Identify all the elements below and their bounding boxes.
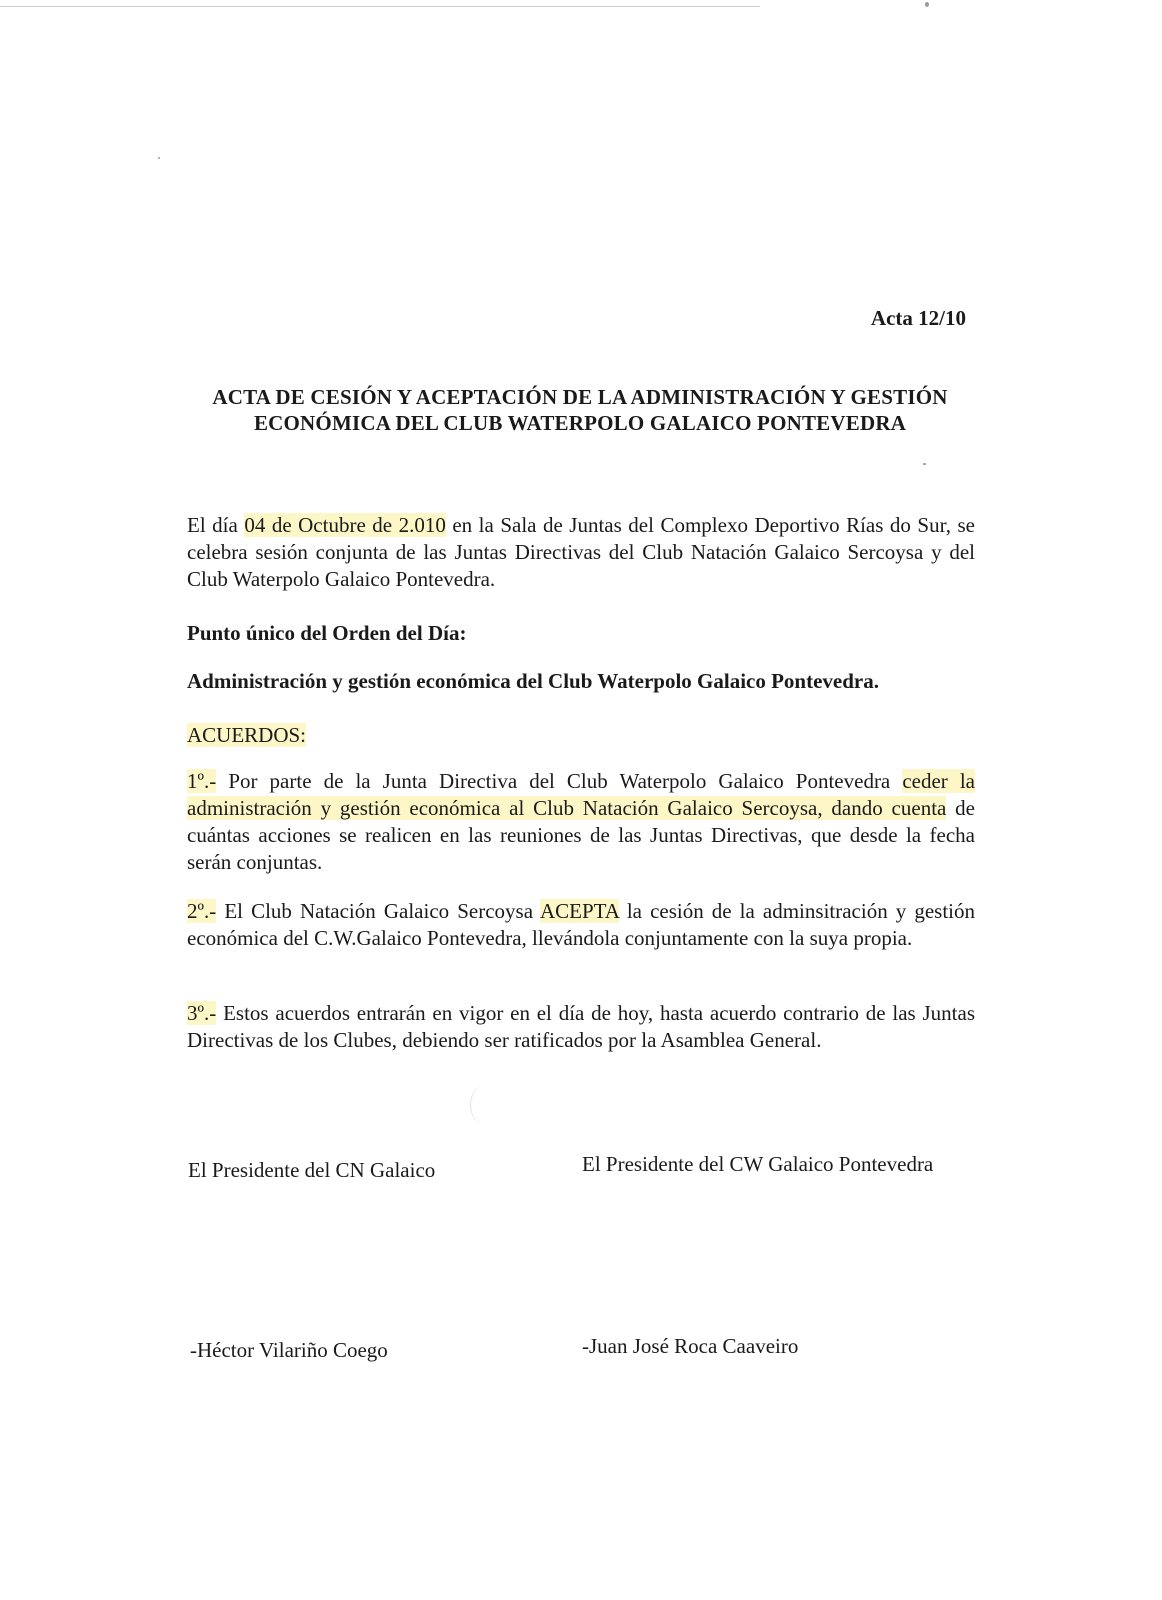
scan-speck [925, 2, 929, 7]
title-line-2: ECONÓMICA DEL CLUB WATERPOLO GALAICO PONTEVEDRA [253, 411, 907, 435]
signature-left-name: -Héctor Vilariño Coego [190, 1338, 388, 1362]
signature-left-role: El Presidente del CN Galaico [188, 1158, 436, 1182]
agreement-number: 3º.- [187, 1001, 217, 1025]
document-title [150, 384, 1010, 436]
scan-speck [923, 463, 926, 465]
agreement-1 [187, 768, 975, 876]
agreement-number: 2º.- [187, 899, 217, 923]
agreement-highlight: ACEPTA [539, 899, 619, 923]
agreement-text: de cuántas acciones se realicen en las reuniones de las Juntas Directivas, que desde la fecha serán conjuntas. [187, 796, 975, 874]
agreement-number: 1º.- [187, 769, 217, 793]
agreement-text: la cesión de la adminsitración y gestión económica del C.W.Galaico Pontevedra, llevándola conjuntamente con la suya propia. [187, 899, 976, 950]
intro-rest: en la Sala de Juntas del Complexo Deportivo Rías do Sur, se celebra sesión conjunta de las Juntas Directivas del Club Natación Galaico Sercoysa y del Club Waterpolo Galaico Pontevedra. [187, 513, 976, 591]
title-line-1: ACTA DE CESIÓN Y ACEPTACIÓN DE LA ADMINISTRACIÓN Y GESTIÓN [212, 385, 948, 409]
agenda-item: Administración y gestión económica del Club Waterpolo Galaico Pontevedra. [187, 669, 879, 693]
signature-right-role: El Presidente del CW Galaico Pontevedra [582, 1152, 934, 1176]
intro-date: 04 de Octubre de 2.010 [244, 513, 446, 537]
agreement-text: Estos acuerdos entrarán en vigor en el día de hoy, hasta acuerdo contrario de las Juntas Directivas de los Clubes, debiendo ser ratificados por la Asamblea General. [187, 1001, 975, 1052]
scan-artifact [470, 1085, 501, 1125]
agreement-2 [187, 898, 975, 952]
acuerdos-heading [187, 722, 975, 749]
scan-edge-line [0, 6, 760, 7]
acuerdos-label: ACUERDOS: [187, 723, 307, 747]
act-reference: Acta 12/10 [870, 306, 966, 330]
agreement-text: Por parte de la Junta Directiva del Club Waterpolo Galaico Pontevedra [216, 769, 903, 793]
agreement-text: El Club Natación Galaico Sercoysa [216, 899, 540, 923]
intro-prefix: El día [187, 513, 245, 537]
signature-right-name: -Juan José Roca Caaveiro [582, 1334, 799, 1358]
scan-speck [158, 157, 160, 159]
intro-paragraph [187, 512, 975, 593]
agreement-3 [187, 1000, 975, 1054]
agreement-highlight: ceder la administración y gestión económica al Club Natación Galaico Sercoysa, dando cuenta [187, 769, 975, 820]
agenda-label: Punto único del Orden del Día: [187, 621, 467, 645]
